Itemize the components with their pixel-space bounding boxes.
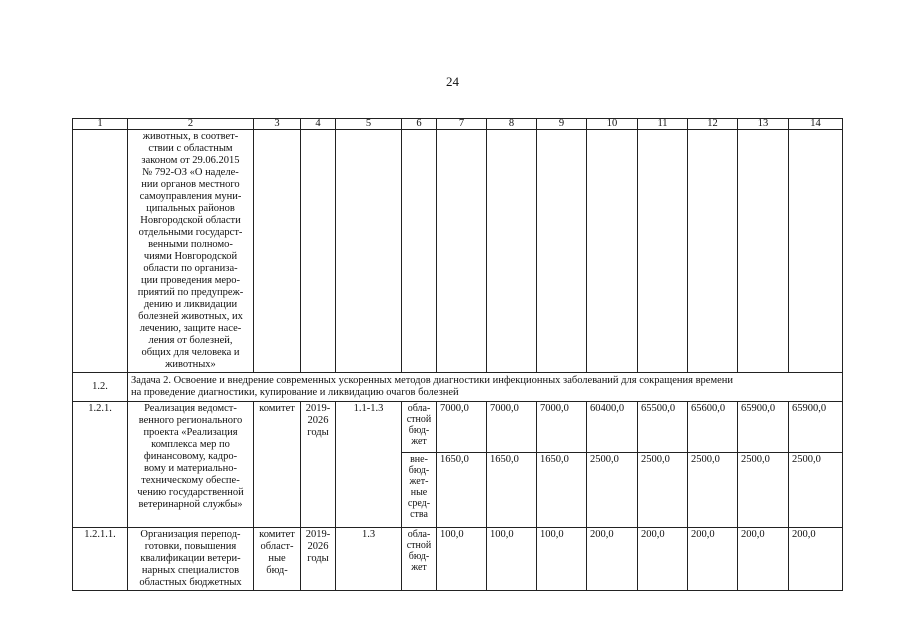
- column-number: 14: [789, 119, 843, 130]
- continuation-text: животных, в соответ- ствии с областным законом от 29.06.2015 № 792-ОЗ «О наделе- нии органов местного самоуправления муни- ципальных районов Новгородской области отдельными государст- венными полномо- чиями Новгородской области по организа- ции проведения меро- приятий по предупреж- дению и ликвидации болезней животных, их лечению, защите насе- ления от болезней, общих для человека и животных»: [128, 130, 254, 373]
- row-source: вне- бюд- жет- ные сред- ства: [402, 453, 437, 528]
- row-value: 200,0: [738, 528, 789, 591]
- row-period: 2019- 2026 годы: [301, 528, 336, 591]
- row-value: 100,0: [537, 528, 587, 591]
- row-value: 1650,0: [437, 453, 487, 528]
- row-value: 7000,0: [537, 402, 587, 453]
- row-value: 65600,0: [688, 402, 738, 453]
- row-value: 7000,0: [437, 402, 487, 453]
- row-value: 60400,0: [587, 402, 638, 453]
- row-value: 65500,0: [638, 402, 688, 453]
- program-table: [72, 118, 843, 591]
- row-source: обла- стной бюд- жет: [402, 402, 437, 453]
- row-value: 1650,0: [487, 453, 537, 528]
- column-number: 13: [738, 119, 789, 130]
- column-number: 10: [587, 119, 638, 130]
- row-value: 2500,0: [587, 453, 638, 528]
- row-number: 1.2.1.: [73, 402, 128, 528]
- row-value: 1650,0: [537, 453, 587, 528]
- column-number: 9: [537, 119, 587, 130]
- row-value: 2500,0: [738, 453, 789, 528]
- row-value: 100,0: [437, 528, 487, 591]
- continuation-row: [73, 130, 843, 373]
- row-target: 1.3: [336, 528, 402, 591]
- row-number: 1.2.1.1.: [73, 528, 128, 591]
- column-number: 6: [402, 119, 437, 130]
- row-period: 2019- 2026 годы: [301, 402, 336, 528]
- row-value: 200,0: [789, 528, 843, 591]
- row-value: 2500,0: [688, 453, 738, 528]
- row-value: 7000,0: [487, 402, 537, 453]
- column-number: 5: [336, 119, 402, 130]
- row-executor: комитет област- ные бюд-: [254, 528, 301, 591]
- column-number: 7: [437, 119, 487, 130]
- row-value: 200,0: [587, 528, 638, 591]
- row-value: 2500,0: [638, 453, 688, 528]
- column-number: 2: [128, 119, 254, 130]
- column-number: 8: [487, 119, 537, 130]
- row-target: 1.1-1.3: [336, 402, 402, 528]
- row-value: 100,0: [487, 528, 537, 591]
- row-value: 200,0: [688, 528, 738, 591]
- row-value: 2500,0: [789, 453, 843, 528]
- table-row: [73, 402, 843, 453]
- row-name: Организация перепод- готовки, повышения квалификации ветери- нарных специалистов областных бюджетных: [128, 528, 254, 591]
- row-source: обла- стной бюд- жет: [402, 528, 437, 591]
- row-value: 65900,0: [789, 402, 843, 453]
- row-name: Реализация ведомст- венного регионального проекта «Реализация комплекса мер по финансовому, кадро- вому и материально- техническому обеспе- чению государственной ветеринарной службы»: [128, 402, 254, 528]
- row-executor: комитет: [254, 402, 301, 528]
- column-number-row: [73, 119, 843, 130]
- column-number: 3: [254, 119, 301, 130]
- task-number: 1.2.: [73, 373, 128, 402]
- column-number: 11: [638, 119, 688, 130]
- row-value: 200,0: [638, 528, 688, 591]
- column-number: 4: [301, 119, 336, 130]
- column-number: 12: [688, 119, 738, 130]
- column-number: 1: [73, 119, 128, 130]
- page-number: 24: [446, 74, 459, 89]
- table-row: [73, 528, 843, 591]
- row-value: 65900,0: [738, 402, 789, 453]
- task-title: Задача 2. Освоение и внедрение современных ускоренных методов диагностики инфекционных заболеваний для сокращения времени на проведение диагностики, купирование и ликвидацию очагов болезней: [128, 373, 843, 402]
- task-row: [73, 373, 843, 402]
